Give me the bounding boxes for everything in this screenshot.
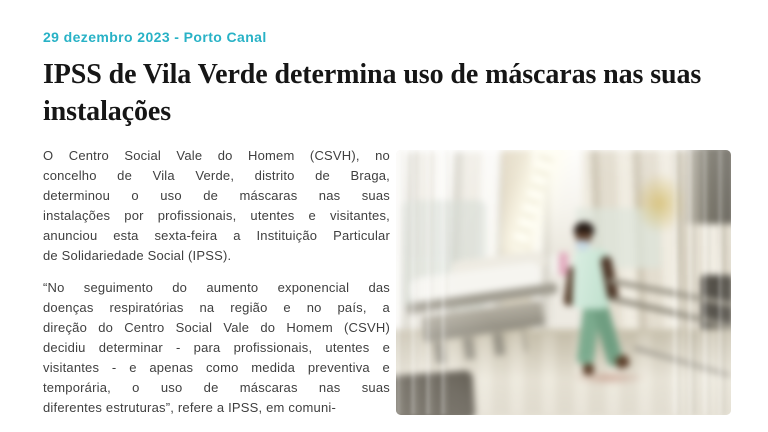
hospital-corridor-photo [396, 150, 731, 415]
body-text-line: determinou o uso de máscaras nas suas [43, 188, 390, 203]
body-text-line: doenças respiratórias na região e no país, a [43, 300, 390, 315]
article-headline: IPSS de Vila Verde determina uso de máscaras nas suas instalações [43, 59, 702, 127]
body-text-line: anunciou esta sexta-feira a Instituição Particular [43, 228, 390, 243]
body-text-line: temporária, o uso de máscaras nas suas [43, 380, 390, 395]
body-text-line: direção do Centro Social Vale do Homem (CSVH) [43, 320, 390, 335]
photo-vignette [396, 150, 731, 415]
article-dateline: 29 dezembro 2023 - Porto Canal [43, 29, 267, 45]
article-paragraph-1 [43, 146, 390, 266]
body-text-line: instalações por profissionais, utentes e visitantes, [43, 208, 390, 223]
body-text-line: concelho de Vila Verde, distrito de Braga, [43, 168, 390, 183]
article-paragraph-2 [43, 278, 390, 418]
body-text-line: de Solidariedade Social (IPSS). [43, 248, 232, 263]
body-text-line: decidiu determinar - para profissionais, utentes e [43, 340, 390, 355]
body-text-line: visitantes - e apenas como medida preventiva e [43, 360, 390, 375]
article-body [43, 146, 390, 430]
body-text-line: diferentes estruturas”, refere a IPSS, em comuni- [43, 400, 337, 415]
body-text-line: O Centro Social Vale do Homem (CSVH), no [43, 148, 390, 163]
body-text-line: “No seguimento do aumento exponencial das [43, 280, 390, 295]
